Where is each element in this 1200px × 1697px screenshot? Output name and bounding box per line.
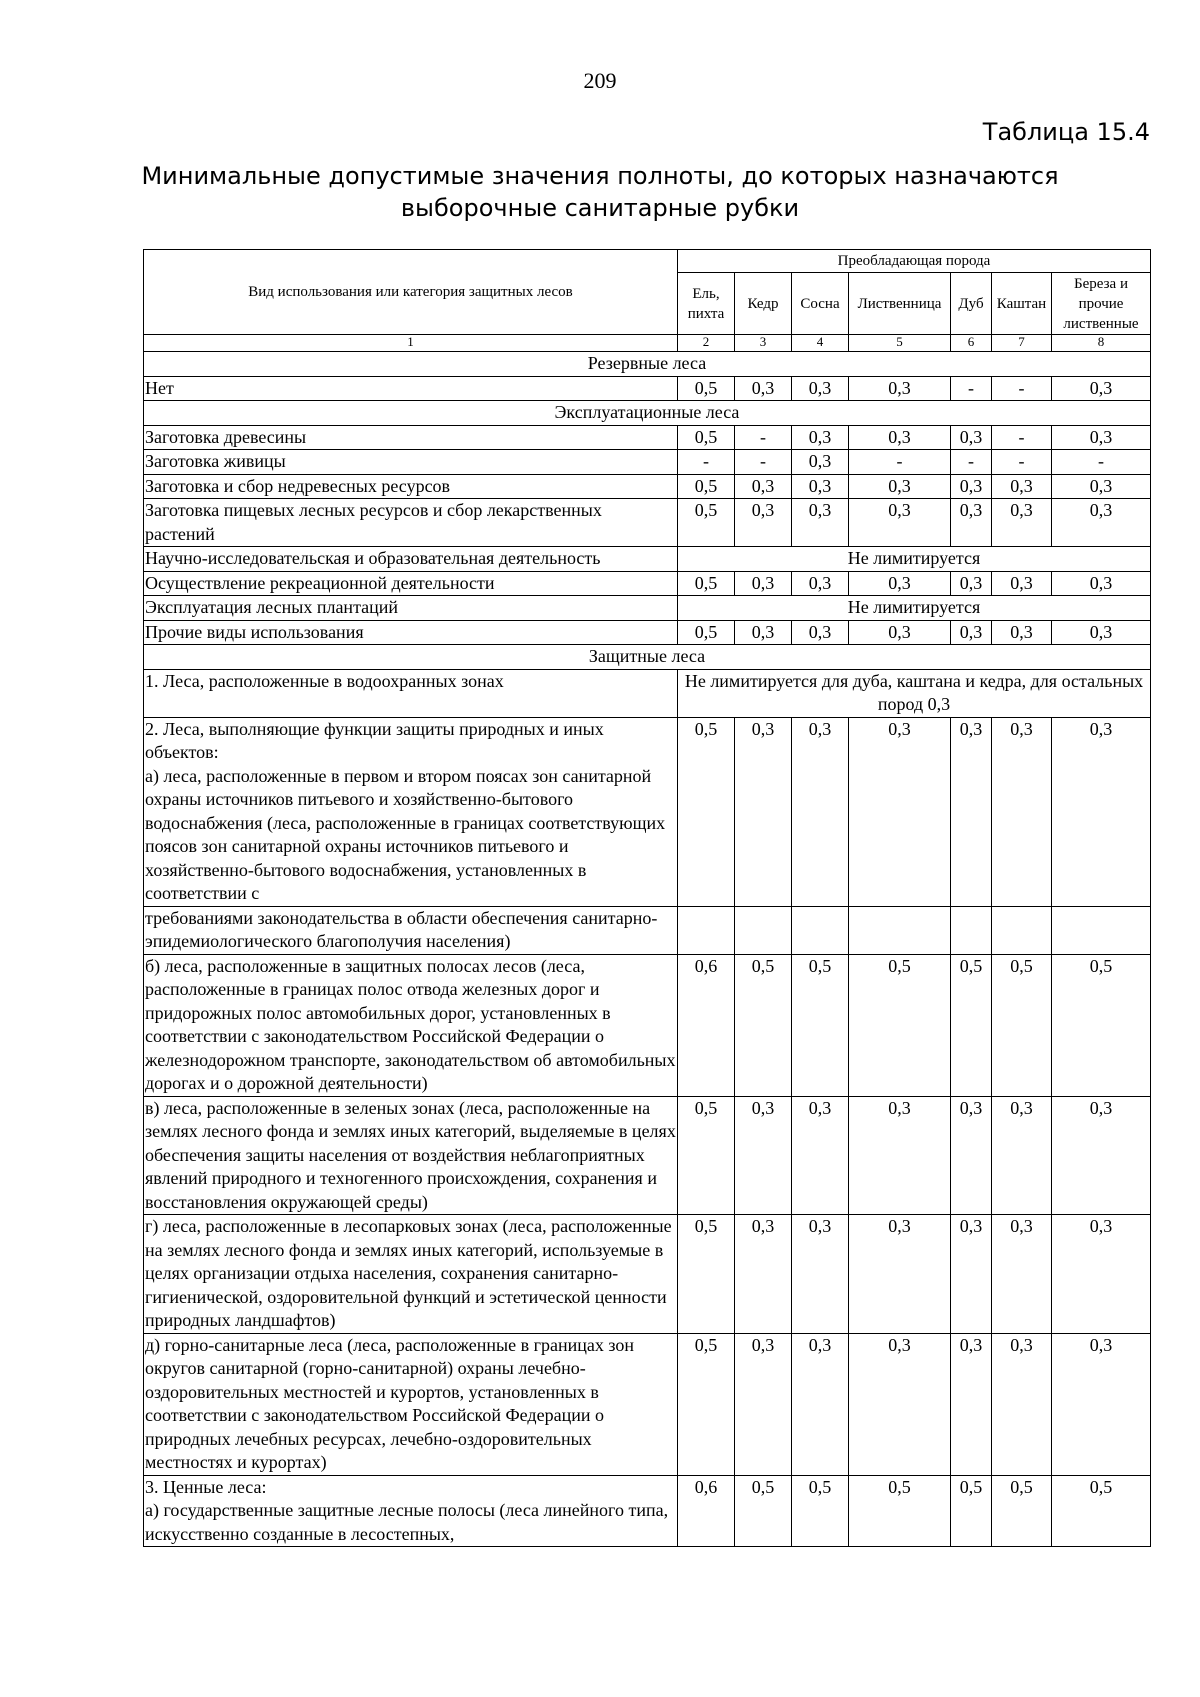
column-number: 6 [951, 335, 992, 352]
value-cell: 0,3 [1052, 376, 1151, 401]
row-label: 3. Ценные леса: а) государственные защитные лесные полосы (леса линейного типа, искусственно созданные в лесостепных, [144, 1475, 678, 1547]
empty-cell [735, 906, 792, 954]
value-cell: 0,3 [792, 499, 849, 547]
value-cell: 0,3 [849, 376, 951, 401]
value-cell: 0,5 [849, 1475, 951, 1547]
value-cell: 0,3 [992, 499, 1052, 547]
header-species: Каштан [992, 273, 1052, 335]
value-cell: 0,3 [792, 376, 849, 401]
value-cell: 0,3 [735, 1096, 792, 1215]
value-cell: 0,3 [992, 474, 1052, 499]
row-label: б) леса, расположенные в защитных полосах лесов (леса, расположенные в границах полос отвода железных дорог и придорожных полос автомобильных дорог, установленных в соответствии с законодательством Российской Федерации о железнодорожном транспорте, законодательством об автомобильных дорогах и о дорожной деятельности) [144, 954, 678, 1096]
table-row [144, 376, 1151, 401]
row-label: требованиями законодательства в области обеспечения санитарно-эпидемиологического благополучия населения) [144, 906, 678, 954]
value-cell: 0,3 [735, 376, 792, 401]
column-number: 7 [992, 335, 1052, 352]
row-label: Осуществление рекреационной деятельности [144, 571, 678, 596]
value-cell: 0,3 [792, 474, 849, 499]
value-cell: 0,5 [792, 1475, 849, 1547]
table-row [144, 547, 1151, 572]
value-cell: 0,6 [678, 1475, 735, 1547]
column-number: 2 [678, 335, 735, 352]
empty-cell [792, 906, 849, 954]
value-cell: 0,3 [951, 620, 992, 645]
value-cell: 0,3 [849, 499, 951, 547]
row-label: Эксплуатация лесных плантаций [144, 596, 678, 621]
empty-cell [992, 906, 1052, 954]
value-cell: 0,5 [678, 1215, 735, 1334]
value-cell: 0,5 [992, 954, 1052, 1096]
row-label: Заготовка и сбор недревесных ресурсов [144, 474, 678, 499]
value-cell: 0,5 [735, 1475, 792, 1547]
table-row [144, 954, 1151, 1096]
value-cell: 0,3 [735, 1215, 792, 1334]
value-cell: 0,3 [792, 571, 849, 596]
section-heading: Эксплуатационные леса [144, 401, 1151, 426]
value-cell: 0,3 [1052, 1096, 1151, 1215]
table-row [144, 450, 1151, 475]
table-row [144, 669, 1151, 717]
value-cell: 0,3 [735, 571, 792, 596]
table-row [144, 499, 1151, 547]
value-cell: 0,3 [951, 1096, 992, 1215]
not-limited-cell: Не лимитируется [678, 547, 1151, 572]
value-cell: 0,3 [951, 571, 992, 596]
value-cell: 0,3 [951, 425, 992, 450]
fullness-table [143, 249, 1151, 1547]
row-label: Прочие виды использования [144, 620, 678, 645]
value-cell: 0,3 [1052, 1215, 1151, 1334]
value-cell: 0,3 [735, 499, 792, 547]
value-cell: - [735, 425, 792, 450]
column-number: 3 [735, 335, 792, 352]
value-cell: 0,3 [792, 717, 849, 906]
table-row [144, 425, 1151, 450]
value-cell: 0,3 [1052, 474, 1151, 499]
value-cell: 0,5 [678, 499, 735, 547]
value-cell: 0,5 [678, 1333, 735, 1475]
value-cell: 0,3 [992, 1333, 1052, 1475]
value-cell: 0,5 [678, 620, 735, 645]
row-label: Заготовка пищевых лесных ресурсов и сбор лекарственных растений [144, 499, 678, 547]
header-group: Преобладающая порода [678, 250, 1151, 273]
value-cell: - [992, 376, 1052, 401]
value-cell: 0,3 [992, 571, 1052, 596]
table-row [144, 474, 1151, 499]
value-cell: 0,3 [992, 1215, 1052, 1334]
value-cell: 0,5 [678, 571, 735, 596]
value-cell: 0,5 [678, 717, 735, 906]
row-label: Заготовка живицы [144, 450, 678, 475]
header-species: Дуб [951, 273, 992, 335]
empty-cell [678, 906, 735, 954]
empty-cell [1052, 906, 1151, 954]
value-cell: 0,5 [678, 1096, 735, 1215]
value-cell: 0,3 [951, 717, 992, 906]
value-cell: 0,3 [1052, 499, 1151, 547]
value-cell: 0,3 [792, 620, 849, 645]
table-row [144, 1215, 1151, 1334]
table-row [144, 596, 1151, 621]
value-cell: 0,3 [849, 620, 951, 645]
title-line-1: Минимальные допустимые значения полноты, до которых назначаются [141, 162, 1059, 190]
table-row [144, 1333, 1151, 1475]
water-zone-note-cell: Не лимитируется для дуба, каштана и кедра, для остальных пород 0,3 [678, 669, 1151, 717]
value-cell: 0,3 [735, 620, 792, 645]
value-cell: 0,3 [735, 717, 792, 906]
row-label: в) леса, расположенные в зеленых зонах (леса, расположенные на землях лесного фонда и землях иных категорий, выделяемые в целях обеспечения защиты населения от воздействия неблагоприятных явлений природного и техногенного происхождения, сохранения и восстановления окружающей среды) [144, 1096, 678, 1215]
table-label: Таблица 15.4 [982, 118, 1150, 146]
row-label: 1. Леса, расположенные в водоохранных зонах [144, 669, 678, 717]
value-cell: 0,5 [678, 474, 735, 499]
value-cell: 0,3 [992, 1096, 1052, 1215]
column-number: 5 [849, 335, 951, 352]
row-label: г) леса, расположенные в лесопарковых зонах (леса, расположенные на землях лесного фонда и землях иных категорий, используемые в целях организации отдыха населения, сохранения санитарно-гигиенической, оздоровительной функций и эстетической ценности природных ландшафтов) [144, 1215, 678, 1334]
value-cell: 0,3 [792, 425, 849, 450]
table-title [100, 160, 1100, 224]
value-cell: 0,3 [849, 1333, 951, 1475]
value-cell: - [951, 450, 992, 475]
value-cell: 0,3 [735, 1333, 792, 1475]
header-col-1: Вид использования или категория защитных лесов [144, 250, 678, 335]
value-cell: 0,3 [849, 571, 951, 596]
value-cell: 0,3 [849, 717, 951, 906]
value-cell: 0,3 [735, 474, 792, 499]
value-cell: 0,3 [792, 450, 849, 475]
header-species: Сосна [792, 273, 849, 335]
value-cell: 0,3 [951, 499, 992, 547]
value-cell: 0,5 [951, 954, 992, 1096]
row-label: 2. Леса, выполняющие функции защиты природных и иных объектов: а) леса, расположенные в первом и втором поясах зон санитарной охраны источников питьевого и хозяйственно-бытового водоснабжения (леса, расположенные в границах соответствующих поясов зон санитарной охраны источников питьевого и хозяйственно-бытового водоснабжения, установленных в соответствии с [144, 717, 678, 906]
value-cell: 0,3 [849, 1096, 951, 1215]
section-heading: Резервные леса [144, 352, 1151, 377]
value-cell: 0,5 [1052, 954, 1151, 1096]
value-cell: 0,5 [992, 1475, 1052, 1547]
value-cell: 0,3 [792, 1333, 849, 1475]
value-cell: 0,3 [1052, 717, 1151, 906]
value-cell: 0,6 [678, 954, 735, 1096]
value-cell: 0,3 [992, 620, 1052, 645]
value-cell: 0,3 [1052, 571, 1151, 596]
value-cell: 0,5 [1052, 1475, 1151, 1547]
value-cell: 0,3 [951, 1215, 992, 1334]
value-cell: 0,3 [792, 1215, 849, 1334]
empty-cell [849, 906, 951, 954]
column-number: 4 [792, 335, 849, 352]
table-row [144, 906, 1151, 954]
value-cell: - [849, 450, 951, 475]
value-cell: 0,3 [951, 474, 992, 499]
value-cell: 0,3 [1052, 1333, 1151, 1475]
value-cell: 0,3 [1052, 425, 1151, 450]
value-cell: 0,3 [992, 717, 1052, 906]
row-label: Заготовка древесины [144, 425, 678, 450]
header-species: Лиственница [849, 273, 951, 335]
value-cell: 0,3 [849, 425, 951, 450]
table-row [144, 1475, 1151, 1547]
value-cell: 0,3 [1052, 620, 1151, 645]
value-cell: 0,5 [849, 954, 951, 1096]
table-row [144, 620, 1151, 645]
value-cell: - [992, 425, 1052, 450]
value-cell: - [678, 450, 735, 475]
value-cell: 0,5 [735, 954, 792, 1096]
column-number: 1 [144, 335, 678, 352]
table-row [144, 571, 1151, 596]
table-row [144, 717, 1151, 906]
header-species: Ель, пихта [678, 273, 735, 335]
value-cell: 0,5 [678, 425, 735, 450]
value-cell: 0,3 [849, 1215, 951, 1334]
value-cell: - [735, 450, 792, 475]
value-cell: 0,5 [678, 376, 735, 401]
not-limited-cell: Не лимитируется [678, 596, 1151, 621]
table-row [144, 1096, 1151, 1215]
row-label: д) горно-санитарные леса (леса, расположенные в границах зон округов санитарной (горно-санитарной) охраны лечебно-оздоровительных местностей и курортов, установленных в соответствии с законодательством Российской Федерации о природных лечебных ресурсах, лечебно-оздоровительных местностях и курортах) [144, 1333, 678, 1475]
value-cell: 0,5 [951, 1475, 992, 1547]
row-label: Нет [144, 376, 678, 401]
section-heading: Защитные леса [144, 645, 1151, 670]
value-cell: - [992, 450, 1052, 475]
page-number: 209 [583, 68, 617, 93]
value-cell: - [951, 376, 992, 401]
title-line-2: выборочные санитарные рубки [400, 194, 800, 222]
row-label: Научно-исследовательская и образовательная деятельность [144, 547, 678, 572]
value-cell: 0,3 [792, 1096, 849, 1215]
value-cell: 0,3 [849, 474, 951, 499]
header-species: Береза и прочие лиственные [1052, 273, 1151, 335]
value-cell: 0,5 [792, 954, 849, 1096]
column-number: 8 [1052, 335, 1151, 352]
empty-cell [951, 906, 992, 954]
header-species: Кедр [735, 273, 792, 335]
value-cell: - [1052, 450, 1151, 475]
value-cell: 0,3 [951, 1333, 992, 1475]
